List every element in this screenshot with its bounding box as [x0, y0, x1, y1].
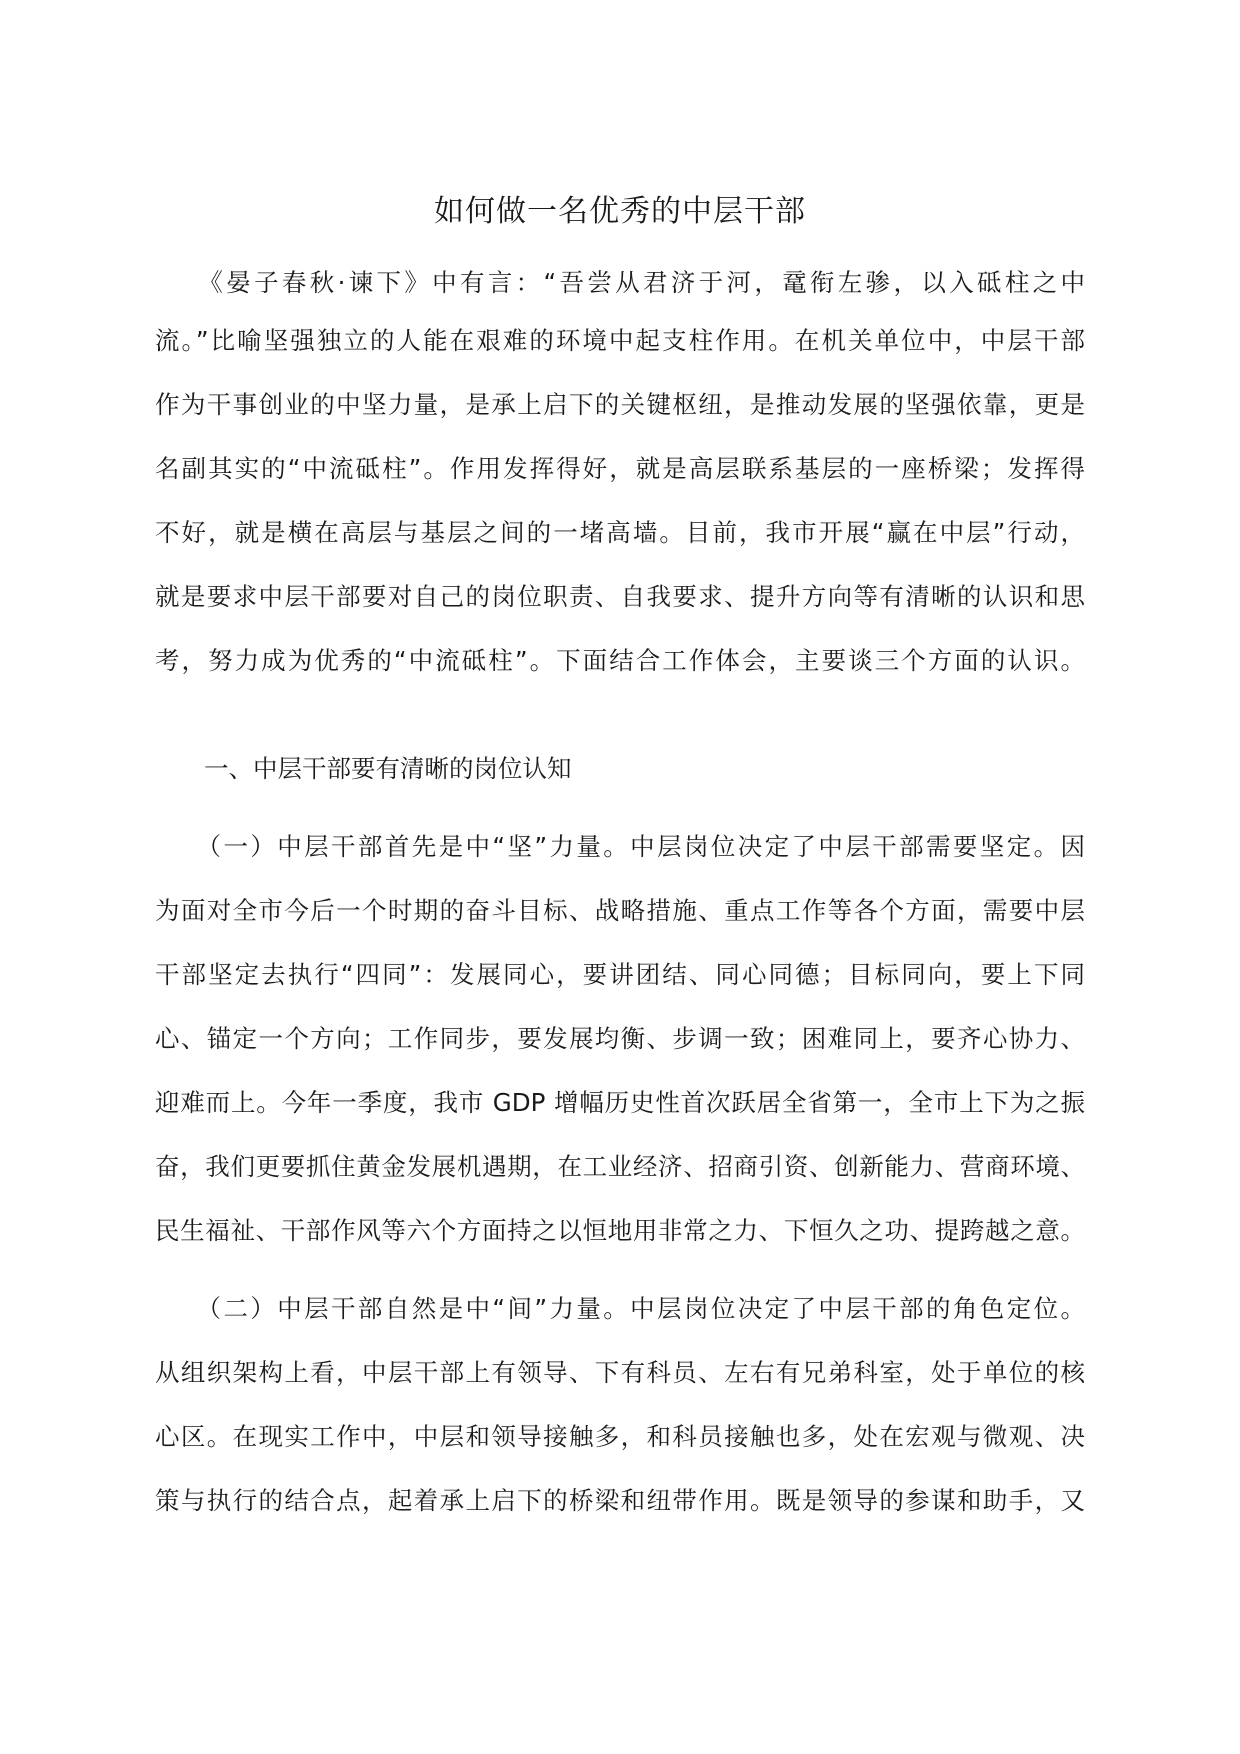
text-line-17: 从组织架构上看，中层干部上有领导、下有科员、左右有兄弟科室，处于单位的核	[155, 1358, 1085, 1387]
text-line-19: 策与执行的结合点，起着承上启下的桥梁和纽带作用。既是领导的参谋和助手，又	[155, 1486, 1085, 1515]
text-line-18: 心区。在现实工作中，中层和领导接触多，和科员接触也多，处在宏观与微观、决	[155, 1422, 1085, 1451]
text-line-15: 民生福祉、干部作风等六个方面持之以恒地用非常之力、下恒久之功、提跨越之意。	[155, 1216, 1085, 1245]
text-line-12: 心、锚定一个方向；工作同步，要发展均衡、步调一致；困难同上，要齐心协力、	[155, 1024, 1085, 1053]
text-line-10: 为面对全市今后一个时期的奋斗目标、战略措施、重点工作等各个方面，需要中层	[155, 896, 1085, 925]
text-line-2: 流。”比喻坚强独立的人能在艰难的环境中起支柱作用。在机关单位中，中层干部	[155, 326, 1085, 355]
text-line-3: 作为干事创业的中坚力量，是承上启下的关键枢纽，是推动发展的坚强依靠，更是	[155, 390, 1085, 419]
text-line-6: 就是要求中层干部要对自己的岗位职责、自我要求、提升方向等有清晰的认识和思	[155, 582, 1085, 611]
text-line-7: 考，努力成为优秀的“中流砥柱”。下面结合工作体会，主要谈三个方面的认识。	[155, 646, 1085, 675]
section-heading-1: 一、中层干部要有清晰的岗位认知	[155, 754, 572, 783]
document-title: 如何做一名优秀的中层干部	[434, 194, 806, 229]
text-line-4: 名副其实的“中流砥柱”。作用发挥得好，就是高层联系基层的一座桥梁；发挥得	[155, 454, 1085, 483]
text-line-1: 《晏子春秋·谏下》中有言：“吾尝从君济于河，鼋衔左骖，以入砥柱之中	[155, 268, 1085, 297]
text-line-14: 奋，我们更要抓住黄金发展机遇期，在工业经济、招商引资、创新能力、营商环境、	[155, 1152, 1085, 1181]
text-line-5: 不好，就是横在高层与基层之间的一堵高墙。目前，我市开展“赢在中层”行动，	[155, 518, 1085, 547]
text-line-9: （一）中层干部首先是中“坚”力量。中层岗位决定了中层干部需要坚定。因	[155, 832, 1085, 861]
text-line-13: 迎难而上。今年一季度，我市 GDP 增幅历史性首次跃居全省第一，全市上下为之振	[155, 1088, 1085, 1117]
text-line-11: 干部坚定去执行“四同”：发展同心，要讲团结、同心同德；目标同向，要上下同	[155, 960, 1085, 989]
text-line-16: （二）中层干部自然是中“间”力量。中层岗位决定了中层干部的角色定位。	[155, 1294, 1085, 1323]
